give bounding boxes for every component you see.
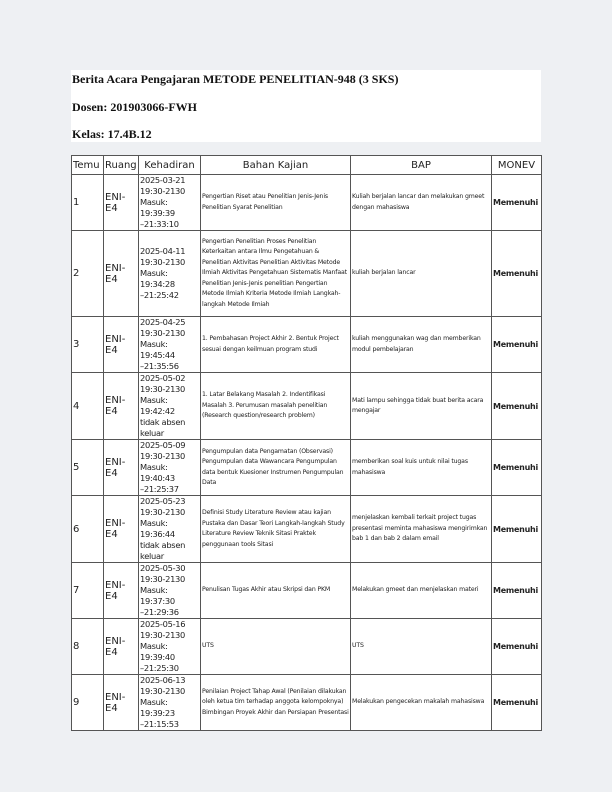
bap-cell: Melakukan gmeet dan menjelaskan materi <box>351 563 492 619</box>
kehadiran-line: 2025-05-09 <box>140 440 186 450</box>
kehadiran-line: Masuk: 19:39:39 <box>140 197 175 218</box>
column-header-temu: Temu <box>72 156 104 175</box>
kehadiran-cell <box>139 317 201 373</box>
bap-cell: kuliah berjalan lancar <box>351 231 492 317</box>
ruang-cell: ENI-E4 <box>104 496 139 563</box>
monev-cell: Memenuhi <box>492 373 542 440</box>
report-title: Berita Acara Pengajaran METODE PENELITIAN-948 (3 SKS) <box>72 72 399 86</box>
kehadiran-line: Masuk: 19:39:23 <box>140 697 175 718</box>
lecturer-line: Dosen: 201903066-FWH <box>72 100 197 114</box>
monev-cell: Memenuhi <box>492 675 542 731</box>
kehadiran-line: Masuk: 19:34:28 <box>140 268 175 289</box>
table-row <box>72 496 542 563</box>
kehadiran-line: –21:15:53 <box>140 719 179 729</box>
kehadiran-line: 19:30-2130 <box>140 574 186 584</box>
bap-cell: memberikan soal kuis untuk nilai tugas mahasiswa <box>351 440 492 496</box>
temu-cell: 4 <box>72 373 104 440</box>
kehadiran-line: 2025-04-25 <box>140 317 186 327</box>
bap-cell: menjelaskan kembali terkait project tugas presentasi meminta mahasiswa mengirimkan bab 1 dan bab 2 dalam email <box>351 496 492 563</box>
ruang-cell: ENI-E4 <box>104 440 139 496</box>
ruang-cell: ENI-E4 <box>104 231 139 317</box>
kehadiran-line: 19:30-2130 <box>140 257 186 267</box>
bap-cell: Kuliah berjalan lancar dan melakukan gmeet dengan mahasiswa <box>351 175 492 231</box>
temu-cell: 1 <box>72 175 104 231</box>
bahan-kajian-cell: UTS <box>201 619 351 675</box>
attendance-table <box>71 155 542 731</box>
kehadiran-line: 19:30-2130 <box>140 451 186 461</box>
kehadiran-line: 2025-05-16 <box>140 619 186 629</box>
table-row <box>72 563 542 619</box>
kehadiran-cell <box>139 496 201 563</box>
kehadiran-line: 19:30-2130 <box>140 507 186 517</box>
ruang-cell: ENI-E4 <box>104 619 139 675</box>
kehadiran-line: –21:33:10 <box>140 219 179 229</box>
kehadiran-line: Masuk: 19:36:44 <box>140 518 175 539</box>
temu-cell: 2 <box>72 231 104 317</box>
bahan-kajian-cell: Penilaian Project Tahap Awal (Penilaian dilakukan oleh ketua tim terhadap anggota kelompoknya) Bimbingan Proyek Akhir dan Persiapan Presentasi <box>201 675 351 731</box>
bahan-kajian-cell: Penulisan Tugas Akhir atau Skripsi dan PKM <box>201 563 351 619</box>
table-header-row <box>72 156 542 175</box>
kehadiran-line: –21:25:37 <box>140 484 179 494</box>
kehadiran-line: –21:29:36 <box>140 607 179 617</box>
bap-cell: UTS <box>351 619 492 675</box>
bahan-kajian-cell: Pengertian Riset atau Penelitian Jenis-Jenis Penelitian Syarat Penelitian <box>201 175 351 231</box>
ruang-cell: ENI-E4 <box>104 317 139 373</box>
kehadiran-cell <box>139 675 201 731</box>
kehadiran-line: tidak absen <box>140 417 186 427</box>
ruang-cell: ENI-E4 <box>104 675 139 731</box>
table-row <box>72 675 542 731</box>
temu-cell: 6 <box>72 496 104 563</box>
kehadiran-line: 2025-04-11 <box>140 246 186 256</box>
monev-cell: Memenuhi <box>492 440 542 496</box>
column-header-bahan-kajian: Bahan Kajian <box>201 156 351 175</box>
kehadiran-cell <box>139 231 201 317</box>
temu-cell: 3 <box>72 317 104 373</box>
table-row <box>72 619 542 675</box>
kehadiran-line: 19:30-2130 <box>140 686 186 696</box>
kehadiran-line: Masuk: 19:40:43 <box>140 462 175 483</box>
kehadiran-line: 2025-05-30 <box>140 563 186 573</box>
ruang-cell: ENI-E4 <box>104 563 139 619</box>
kehadiran-line: 2025-06-13 <box>140 675 186 685</box>
table-row <box>72 440 542 496</box>
kehadiran-line: –21:25:30 <box>140 663 179 673</box>
monev-cell: Memenuhi <box>492 563 542 619</box>
kehadiran-line: 2025-05-23 <box>140 496 186 506</box>
column-header-ruang: Ruang <box>104 156 139 175</box>
table-row <box>72 373 542 440</box>
kehadiran-line: 19:30-2130 <box>140 186 186 196</box>
bahan-kajian-cell: Pengumpulan data Pengamatan (Observasi) Pengumpulan data Wawancara Pengumpulan data bentuk Kuesioner Instrumen Pengumpulan Data <box>201 440 351 496</box>
kehadiran-line: –21:35:56 <box>140 361 179 371</box>
temu-cell: 8 <box>72 619 104 675</box>
monev-cell: Memenuhi <box>492 619 542 675</box>
bap-cell: Mati lampu sehingga tidak buat berita acara mengajar <box>351 373 492 440</box>
bap-cell: kuliah menggunakan wag dan memberikan modul pembelajaran <box>351 317 492 373</box>
column-header-kehadiran: Kehadiran <box>139 156 201 175</box>
table-row <box>72 175 542 231</box>
table-row <box>72 317 542 373</box>
kehadiran-line: Masuk: 19:37:30 <box>140 585 175 606</box>
monev-cell: Memenuhi <box>492 231 542 317</box>
bahan-kajian-cell: 1. Latar Belakang Masalah 2. Indentifikasi Masalah 3. Perumusan masalah penelitian (Research question/research problem) <box>201 373 351 440</box>
monev-cell: Memenuhi <box>492 175 542 231</box>
kehadiran-line: Masuk: 19:39:40 <box>140 641 175 662</box>
kehadiran-cell <box>139 373 201 440</box>
kehadiran-line: –21:25:42 <box>140 290 179 300</box>
kehadiran-line: 19:30-2130 <box>140 384 186 394</box>
temu-cell: 5 <box>72 440 104 496</box>
class-line: Kelas: 17.4B.12 <box>72 127 152 141</box>
ruang-cell: ENI-E4 <box>104 175 139 231</box>
kehadiran-line: tidak absen <box>140 540 186 550</box>
kehadiran-line: keluar <box>140 551 164 561</box>
kehadiran-line: Masuk: 19:45:44 <box>140 339 175 360</box>
kehadiran-cell <box>139 440 201 496</box>
column-header-monev: MONEV <box>492 156 542 175</box>
kehadiran-line: 19:30-2130 <box>140 328 186 338</box>
ruang-cell: ENI-E4 <box>104 373 139 440</box>
monev-cell: Memenuhi <box>492 317 542 373</box>
kehadiran-line: 19:30-2130 <box>140 630 186 640</box>
monev-cell: Memenuhi <box>492 496 542 563</box>
temu-cell: 9 <box>72 675 104 731</box>
bap-cell: Melakukan pengecekan makalah mahasiswa <box>351 675 492 731</box>
temu-cell: 7 <box>72 563 104 619</box>
column-header-bap: BAP <box>351 156 492 175</box>
kehadiran-line: keluar <box>140 428 164 438</box>
kehadiran-cell <box>139 563 201 619</box>
kehadiran-line: 2025-05-02 <box>140 373 186 383</box>
kehadiran-cell <box>139 619 201 675</box>
report-header <box>71 70 541 142</box>
bahan-kajian-cell: Definisi Study Literature Review atau kajian Pustaka dan Dasar Teori Langkah-langkah Study Literature Review Teknik Sitasi Praktek penggunaan tools Sitasi <box>201 496 351 563</box>
kehadiran-cell <box>139 175 201 231</box>
table-row <box>72 231 542 317</box>
bahan-kajian-cell: 1. Pembahasan Project Akhir 2. Bentuk Project sesuai dengan keilmuan program studi <box>201 317 351 373</box>
kehadiran-line: Masuk: 19:42:42 <box>140 395 175 416</box>
kehadiran-line: 2025-03-21 <box>140 175 186 185</box>
bahan-kajian-cell: Pengertian Penelitian Proses Penelitian Keterkaitan antara Ilmu Pengetahuan & Penelitian Aktivitas Penelitian Aktivitas Metode Ilmiah Aktivitas Pengetahuan Sistematis Manfaat Penelitian Jenis-Jenis penelitian Pengertian Metode Ilmiah Kriteria Metode Ilmiah Langkah-langkah Metode Ilmiah <box>201 231 351 317</box>
